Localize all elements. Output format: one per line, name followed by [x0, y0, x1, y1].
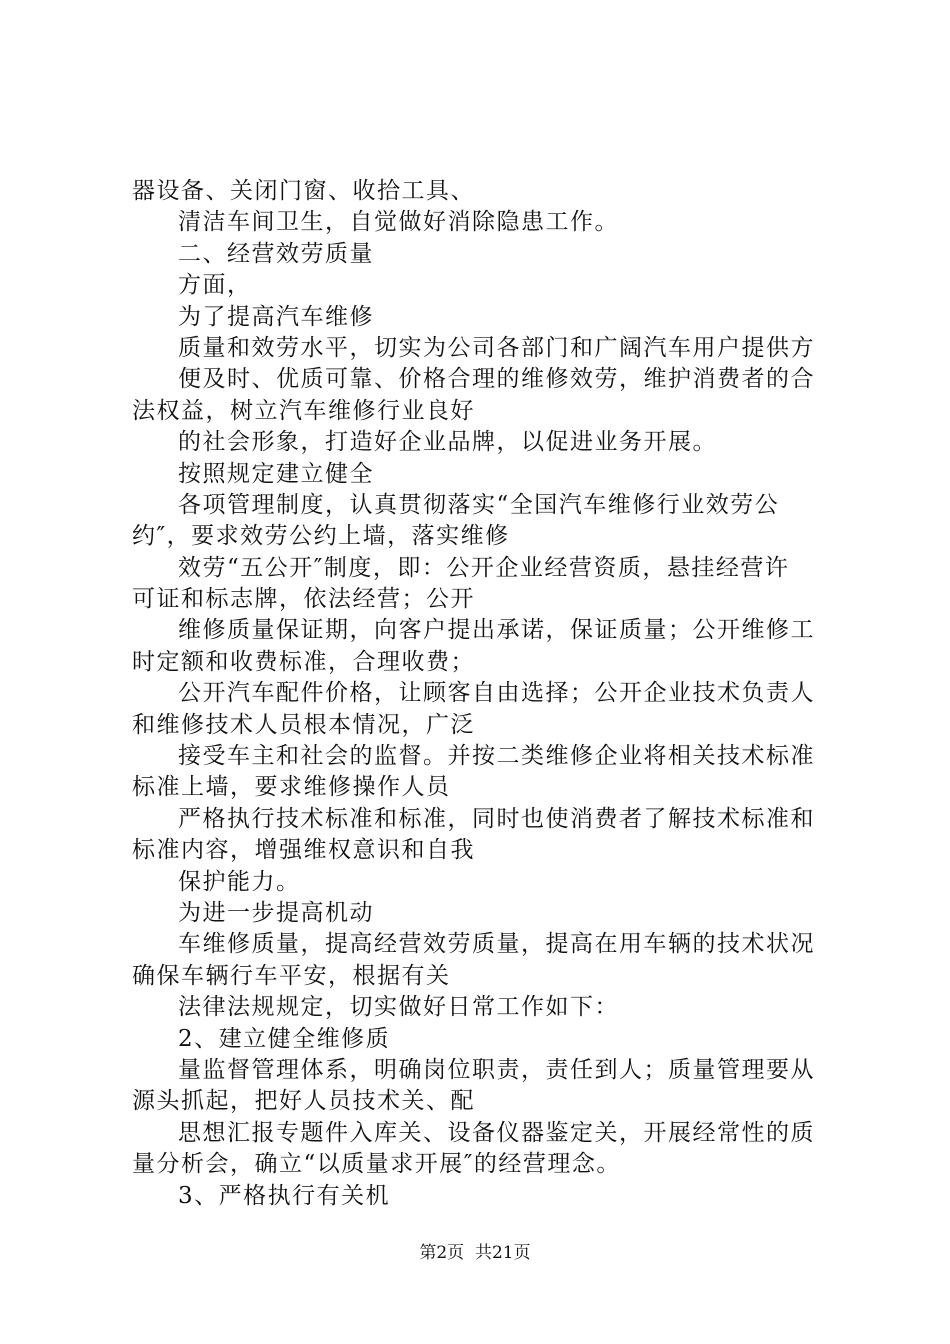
text-line: 思想汇报专题件入库关、设备仪器鉴定关，开展经常性的质	[178, 1119, 815, 1146]
page-footer: 第2页 共21页	[419, 1243, 531, 1263]
text-line: 清洁车间卫生，自觉做好消除隐患工作。	[178, 209, 619, 236]
text-line: 保护能力。	[178, 868, 301, 895]
text-line: 公开汽车配件价格，让顾客自由选择；公开企业技术负责人	[178, 680, 815, 707]
text-line: 标准内容，增强维权意识和自我	[132, 837, 475, 864]
text-line: 量监督管理体系，明确岗位职责，责任到人；质量管理要从	[178, 1056, 815, 1083]
text-line: 为进一步提高机动	[178, 899, 374, 926]
text-line: 便及时、优质可靠、价格合理的维修效劳，维护消费者的合	[178, 366, 815, 393]
text-line: 方面，	[178, 272, 252, 299]
text-line: 时定额和收费标准，合理收费；	[132, 648, 475, 675]
text-line: 按照规定建立健全	[178, 460, 374, 487]
text-line: 确保车辆行车平安，根据有关	[132, 962, 451, 989]
text-line: 二、经营效劳质量	[178, 240, 374, 267]
text-line: 器设备、关闭门窗、收拾工具、	[132, 178, 475, 204]
text-line: 接受车主和社会的监督。并按二类维修企业将相关技术标准	[178, 743, 815, 770]
text-line: 法权益，树立汽车维修行业良好	[132, 397, 475, 424]
text-line: 2、建立健全维修质	[178, 1025, 391, 1052]
text-line: 为了提高汽车维修	[178, 303, 374, 330]
text-line: 约″，要求效劳公约上墙，落实维修	[132, 523, 510, 550]
text-line: 标准上墙，要求维修操作人员	[132, 774, 451, 801]
text-line: 的社会形象，打造好企业品牌，以促进业务开展。	[178, 429, 717, 456]
text-line: 各项管理制度，认真贯彻落实“全国汽车维修行业效劳公	[178, 491, 780, 518]
text-line: 维修质量保证期，向客户提出承诺，保证质量；公开维修工	[178, 617, 815, 644]
document-body	[132, 176, 852, 1212]
text-line: 效劳“五公开″制度，即：公开企业经营资质，悬挂经营许	[178, 554, 790, 581]
text-line: 可证和标志牌，依法经营；公开	[132, 586, 475, 613]
text-line: 法律法规规定，切实做好日常工作如下：	[178, 994, 619, 1021]
text-line: 量分析会，确立“以质量求开展″的经营理念。	[132, 1151, 621, 1178]
text-line: 和维修技术人员根本情况，广泛	[132, 711, 475, 738]
text-line: 车维修质量，提高经营效劳质量，提高在用车辆的技术状况	[178, 931, 815, 958]
text-line: 质量和效劳水平，切实为公司各部门和广阔汽车用户提供方	[178, 334, 815, 361]
text-line: 源头抓起，把好人员技术关、配	[132, 1088, 475, 1115]
text-line: 严格执行技术标准和标准，同时也使消费者了解技术标准和	[178, 805, 815, 832]
text-line: 3、严格执行有关机	[178, 1182, 391, 1209]
